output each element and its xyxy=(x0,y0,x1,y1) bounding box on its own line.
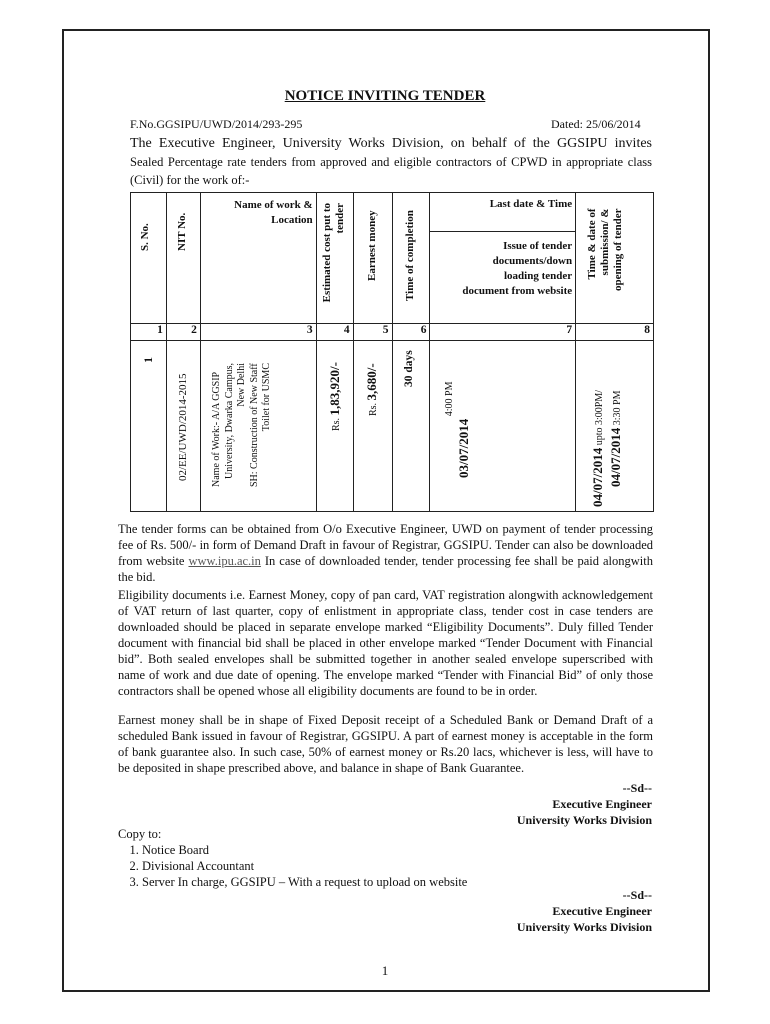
intro-text: Sealed Percentage rate tenders from approved and eligible contractors of CPWD in appropriate class (Civil) for the work of:- xyxy=(130,155,652,187)
header-submission-text xyxy=(586,209,625,292)
header-sub-line1: Time & date of xyxy=(586,208,599,280)
header-sub-line3: opening of tender xyxy=(612,208,625,291)
tender-table xyxy=(130,192,654,512)
intro-line-2 xyxy=(130,153,652,189)
col-number: 7 xyxy=(430,324,576,341)
header-name xyxy=(200,193,316,324)
header-issue-line4: document from website xyxy=(462,285,573,297)
header-nit-text: NIT No. xyxy=(175,212,188,251)
cell-submission-text xyxy=(590,390,626,507)
cell-earnest-text xyxy=(364,363,380,416)
cell-nit xyxy=(166,341,200,512)
signature-designation: Executive Engineer xyxy=(552,797,652,811)
work-line1: Name of Work:- A/A GGSIP xyxy=(210,371,222,487)
last-date: 03/07/2014 xyxy=(456,418,472,478)
header-last-date xyxy=(430,193,576,324)
header-time xyxy=(392,193,430,324)
sub-time-1: upto 3:00PM/ xyxy=(594,389,606,446)
signature-sd: --Sd-- xyxy=(622,888,652,902)
sub-time-2: 3:30 PM xyxy=(612,390,624,426)
paragraph-eligibility: Eligibility documents i.e. Earnest Money, copy of pan card, VAT registration alongwith acknowledgement of VAT return of last quarter, copy of enlistment in appropriate class, tender cost in case tenders are downloaded should be placed in separate envelope marked “Eligibility Documents”. Duly filled Tender document with financial bid shall be placed in other envelope marked “Tender Document with Financial bid”. Both sealed envelopes shall be submitted together in another sealed envelope superscribed with name of work and due date of opening. The envelope marked “Tender with Financial Bid” of only those contractors shall be opened whose all eligibility documents are found to be in order. xyxy=(118,588,653,698)
cell-sno-text: 1 xyxy=(141,357,155,363)
document-title: NOTICE INVITING TENDER xyxy=(284,88,486,104)
header-last-date-title: Last date & Time xyxy=(489,198,573,210)
header-issue xyxy=(430,231,575,299)
header-cost-text xyxy=(321,203,347,311)
cell-cost xyxy=(316,341,353,512)
copy-to-section xyxy=(118,826,467,890)
work-line5: Toilet for USMC xyxy=(260,363,272,432)
list-item: 1. Notice Board xyxy=(142,842,467,858)
header-submission xyxy=(576,193,654,324)
para1-text-b: In case of downloaded tender, tender processing fee shall be paid alongwith the bid. xyxy=(118,554,653,584)
column-number-row xyxy=(131,324,654,341)
cell-cost-text xyxy=(327,362,343,431)
table-header-row xyxy=(131,193,654,324)
signature-division: University Works Division xyxy=(516,813,652,827)
header-issue-line3: loading tender xyxy=(503,270,573,282)
col-number: 3 xyxy=(200,324,316,341)
signature-sd: --Sd-- xyxy=(622,781,652,795)
copy-to-list xyxy=(118,842,467,890)
header-cost-line1: Estimated cost put to xyxy=(320,203,333,303)
cell-last-date-text xyxy=(444,381,472,478)
cell-time-text: 30 days xyxy=(402,350,415,387)
cell-work-text xyxy=(211,363,274,487)
table-row xyxy=(131,341,654,512)
cost-value: 1,83,920/- xyxy=(326,361,342,416)
earnest-prefix: Rs. xyxy=(367,402,379,416)
file-number: F.No.GGSIPU/UWD/2014/293-295 xyxy=(130,117,303,131)
header-nit xyxy=(166,193,200,324)
last-time: 4:00 PM xyxy=(444,381,456,417)
header-cost xyxy=(316,193,353,324)
page-number: 1 xyxy=(381,963,389,978)
sub-date-1: 04/07/2014 xyxy=(590,447,606,507)
website-link[interactable]: www.ipu.ac.in xyxy=(188,554,261,568)
header-name-line2: Location xyxy=(271,214,313,226)
header-issue-line1: Issue of tender xyxy=(503,240,573,252)
cell-sno xyxy=(131,341,167,512)
cell-work xyxy=(200,341,316,512)
paragraph-earnest-money: Earnest money shall be in shape of Fixed Deposit receipt of a Scheduled Bank or Demand Draft of a scheduled Bank issued in favour of Registrar, GGSIPU. A part of earnest money is acceptable in the form of bank guarantee also. In such case, 50% of earnest money or Rs.20 lacs, whichever is less, will have to be deposited in shape prescribed above, and balance in shape of Bank Guarantee. xyxy=(118,713,653,775)
signature-block-2 xyxy=(400,887,652,935)
signature-designation: Executive Engineer xyxy=(552,904,652,918)
header-earnest-text: Earnest money xyxy=(365,210,378,281)
intro-line-1: The Executive Engineer, University Works Division, on behalf of the GGSIPU invites xyxy=(130,136,652,151)
col-number: 4 xyxy=(316,324,353,341)
cell-last-date xyxy=(430,341,576,512)
date: Dated: 25/06/2014 xyxy=(551,117,641,131)
col-number: 8 xyxy=(576,324,654,341)
col-number: 2 xyxy=(166,324,200,341)
cost-prefix: Rs. xyxy=(330,417,342,431)
col-number: 6 xyxy=(392,324,430,341)
header-earnest xyxy=(353,193,392,324)
earnest-value: 3,680/- xyxy=(363,363,379,401)
list-item: 3. Server In charge, GGSIPU – With a request to upload on website xyxy=(142,874,467,890)
col-number: 5 xyxy=(353,324,392,341)
sub-date-2: 04/07/2014 xyxy=(608,427,624,487)
header-sno xyxy=(131,193,167,324)
header-cost-line2: tender xyxy=(333,203,346,234)
header-issue-line2: documents/down xyxy=(492,255,573,267)
copy-to-label: Copy to: xyxy=(118,827,162,841)
cell-earnest xyxy=(353,341,392,512)
signature-division: University Works Division xyxy=(516,920,652,934)
work-line2: University, Dwarka Campus, xyxy=(223,363,235,479)
signature-block xyxy=(400,780,652,828)
header-name-line1: Name of work & xyxy=(234,199,313,211)
work-line3: New Delhi xyxy=(235,363,247,407)
paragraph-tender-forms xyxy=(118,521,653,585)
header-time-text: Time of completion xyxy=(403,210,416,301)
work-line4: SH: Construction of New Staff xyxy=(248,363,260,487)
header-sub-line2: submission/ & xyxy=(599,208,612,276)
para1-text-a: The tender forms can be obtained from O/o Executive Engineer, UWD on payment of tender processing fee of Rs. 500/- in form of Demand Draft in favour of Registrar, GGSIPU. Tender can also be downloaded from website xyxy=(118,522,653,568)
cell-nit-text: 02/EE/UWD/2014-2015 xyxy=(176,373,189,481)
cell-time xyxy=(392,341,430,512)
cell-submission xyxy=(576,341,654,512)
header-sno-text: S. No. xyxy=(139,223,151,251)
col-number: 1 xyxy=(131,324,167,341)
list-item: 2. Divisional Accountant xyxy=(142,858,467,874)
